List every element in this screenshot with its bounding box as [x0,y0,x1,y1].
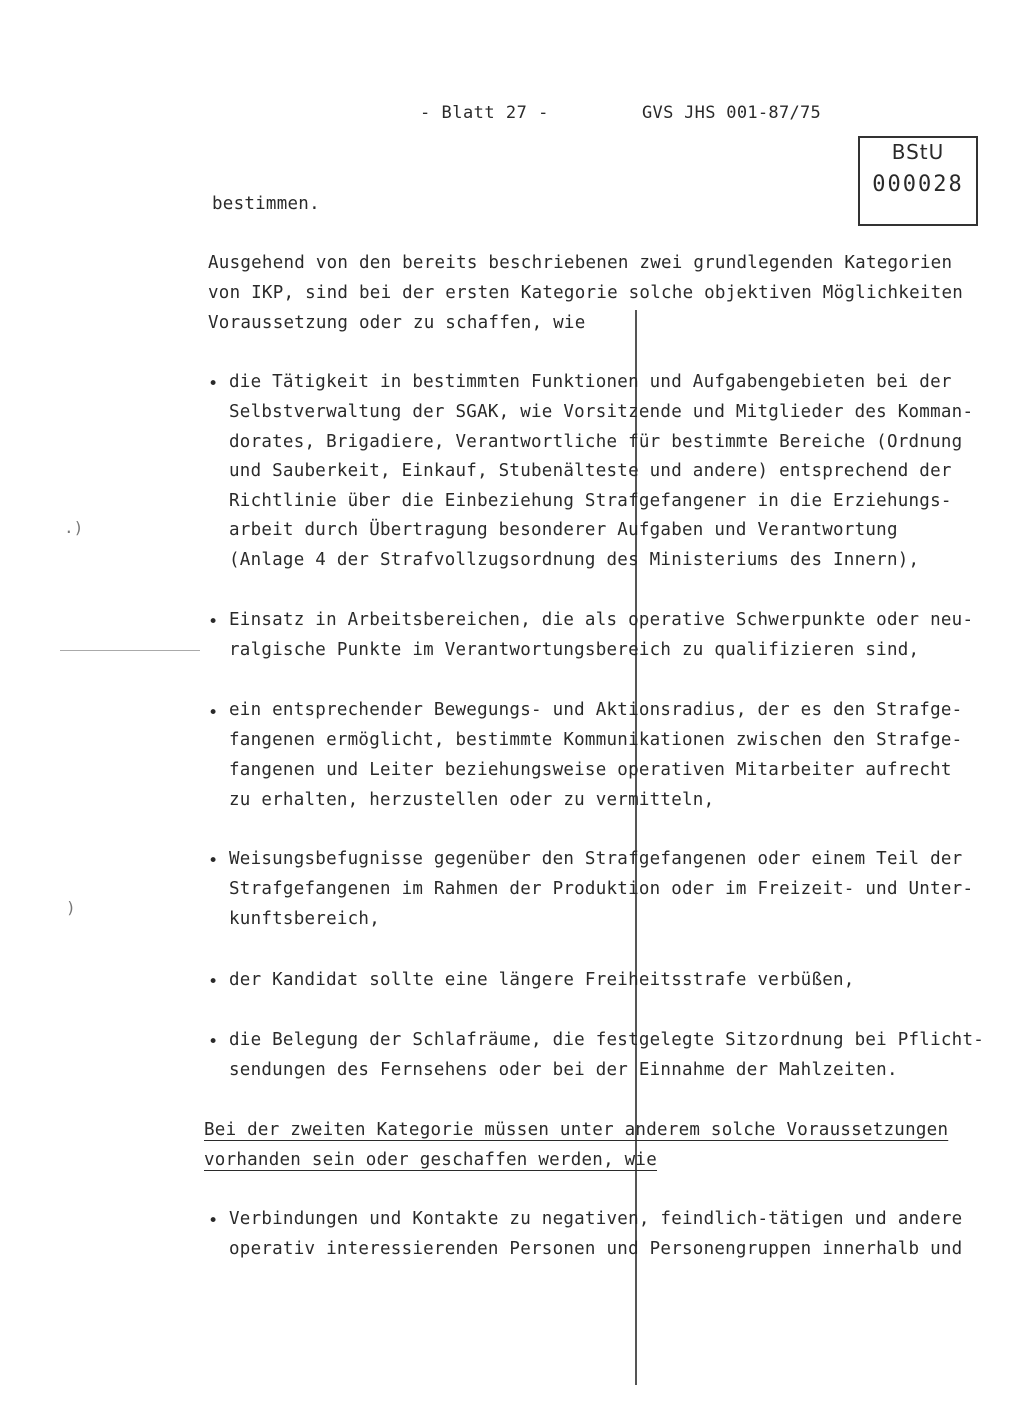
text-line: ralgische Punkte im Verantwortungsbereich zu qualifizieren sind, [229,640,920,660]
text-line: ein entsprechender Bewegungs- und Aktionsradius, der es den Strafge- [229,700,963,720]
text-line: fangenen ermöglicht, bestimmte Kommunikationen zwischen den Strafge- [229,730,963,750]
bullet-point: • [208,612,219,632]
bullet-point: • [208,972,219,992]
text-line: sendungen des Fernsehens oder bei der Einnahme der Mahlzeiten. [229,1060,898,1080]
margin-mark: .) [64,518,84,537]
text-line: zu erhalten, herzustellen oder zu vermitteln, [229,790,715,810]
bullet-point: • [208,1211,219,1231]
text-line: kunftsbereich, [229,909,381,929]
scan-mark-line [60,650,200,651]
bullet-point: • [208,703,219,723]
text-line: (Anlage 4 der Strafvollzugsordnung des Ministeriums des Innern), [229,550,920,570]
text-line: dorates, Brigadiere, Verantwortliche für bestimmte Bereiche (Ordnung [229,432,963,452]
document-reference: GVS JHS 001-87/75 [642,103,822,123]
text-line: der Kandidat sollte eine längere Freiheitsstrafe verbüßen, [229,970,855,990]
text-line: Einsatz in Arbeitsbereichen, die als operative Schwerpunkte oder neu- [229,610,974,630]
text-line: von IKP, sind bei der ersten Kategorie solche objektiven Möglichkeiten [208,283,964,303]
stamp-number: 000028 [872,172,964,197]
underlined-text-line: Bei der zweiten Kategorie müssen unter anderem solche Voraussetzungen [204,1120,949,1140]
text-line: die Belegung der Schlafräume, die festgelegte Sitzordnung bei Pflicht- [229,1030,985,1050]
text-line: Richtlinie über die Einbeziehung Strafgefangener in die Erziehungs- [229,491,952,511]
text-line: arbeit durch Übertragung besonderer Aufgaben und Verantwortung [229,520,898,540]
underlined-text-line: vorhanden sein oder geschaffen werden, wie [204,1150,658,1170]
text-line: die Tätigkeit in bestimmten Funktionen und Aufgabengebieten bei der [229,372,952,392]
text-line: bestimmen. [212,194,320,214]
bullet-point: • [208,1032,219,1052]
text-line: Voraussetzung oder zu schaffen, wie [208,313,586,333]
bullet-point: • [208,374,219,394]
bullet-point: • [208,851,219,871]
text-line: Selbstverwaltung der SGAK, wie Vorsitzende und Mitglieder des Komman- [229,402,974,422]
text-line: Ausgehend von den bereits beschriebenen zwei grundlegenden Kategorien [208,253,953,273]
text-line: Strafgefangenen im Rahmen der Produktion oder im Freizeit- und Unter- [229,879,974,899]
bstu-stamp [858,136,978,226]
text-line: und Sauberkeit, Einkauf, Stubenälteste und andere) entsprechend der [229,461,952,481]
text-line: operativ interessierenden Personen und Personengruppen innerhalb und [229,1239,963,1259]
text-line: Weisungsbefugnisse gegenüber den Strafgefangenen oder einem Teil der [229,849,963,869]
stamp-label: BStU [891,140,945,164]
text-line: Verbindungen und Kontakte zu negativen, feindlich-tätigen und andere [229,1209,963,1229]
text-line: fangenen und Leiter beziehungsweise operativen Mitarbeiter aufrecht [229,760,952,780]
sheet-number: - Blatt 27 - [420,103,549,123]
margin-mark: ) [66,898,76,917]
